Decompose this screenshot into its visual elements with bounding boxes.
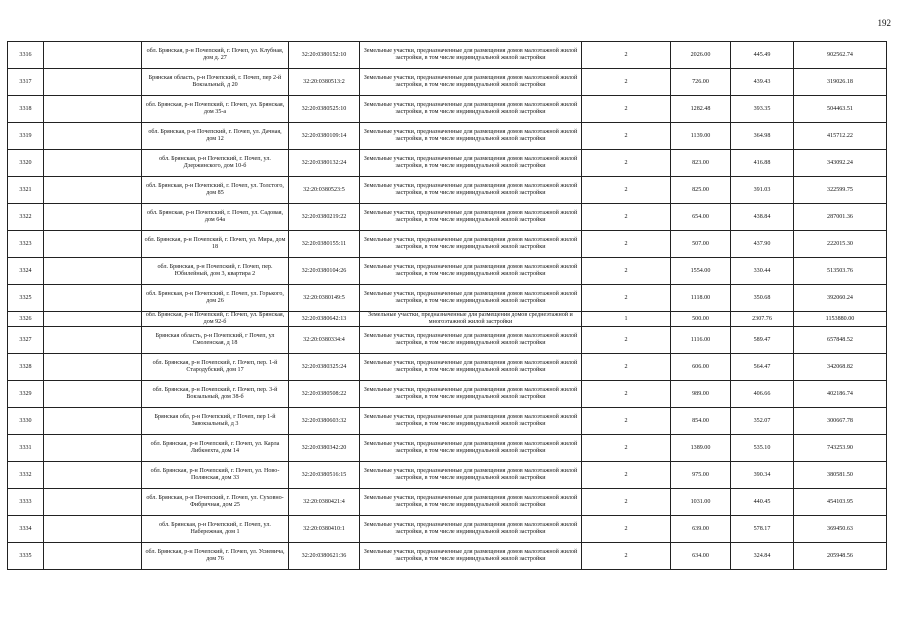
group-cell: 2 — [582, 435, 671, 462]
area-cell: 507.00 — [671, 231, 731, 258]
cadastral-value-cell: 342068.82 — [794, 354, 887, 381]
table-row — [8, 258, 887, 285]
cadastral-number-cell: 32:20:0380525:10 — [289, 96, 360, 123]
cadastral-value-cell: 205948.56 — [794, 543, 887, 570]
table-row — [8, 489, 887, 516]
row-number-cell: 3330 — [8, 408, 44, 435]
cadastral-number-cell: 32:20:0380603:32 — [289, 408, 360, 435]
group-cell: 2 — [582, 150, 671, 177]
land-use-cell: Земельные участки, предназначенные для размещения домов малоэтажной жилой застройки, в том числе индивидуальной жилой застройки — [360, 408, 582, 435]
group-cell: 1 — [582, 312, 671, 327]
group-cell: 2 — [582, 69, 671, 96]
empty-cell — [44, 435, 142, 462]
cadastral-number-cell: 32:20:0380155:11 — [289, 231, 360, 258]
specific-value-cell: 406.66 — [731, 381, 794, 408]
cadastral-number-cell: 32:20:0380152:10 — [289, 42, 360, 69]
address-cell: обл. Брянская, р-н Почепский, г. Почеп, ул. Дзержинского, дом 10-б — [142, 150, 289, 177]
land-use-cell: Земельные участки, предназначенные для размещения домов малоэтажной жилой застройки, в том числе индивидуальной жилой застройки — [360, 285, 582, 312]
address-cell: обл. Брянская, р-н Почепский, г. Почеп, ул. Карла Либкнехта, дом 14 — [142, 435, 289, 462]
address-cell: Брянская область, р-н Почепский, г. Почеп, пер 2-й Вокзальный, д 20 — [142, 69, 289, 96]
address-cell: обл. Брянская, р-н Почепский, г. Почеп, ул. Мира, дом 18 — [142, 231, 289, 258]
empty-cell — [44, 258, 142, 285]
group-cell: 2 — [582, 42, 671, 69]
cadastral-value-cell: 504463.51 — [794, 96, 887, 123]
table-row — [8, 150, 887, 177]
row-number-cell: 3324 — [8, 258, 44, 285]
address-cell: обл. Брянская, р-н Почепский, г. Почеп, ул. Толстого, дом 85 — [142, 177, 289, 204]
cadastral-number-cell: 32:20:0380621:36 — [289, 543, 360, 570]
group-cell: 2 — [582, 543, 671, 570]
table-row — [8, 42, 887, 69]
specific-value-cell: 324.84 — [731, 543, 794, 570]
land-use-cell: Земельные участки, предназначенные для размещения домов малоэтажной жилой застройки, в том числе индивидуальной жилой застройки — [360, 516, 582, 543]
row-number-cell: 3320 — [8, 150, 44, 177]
group-cell: 2 — [582, 231, 671, 258]
cadastral-value-cell: 222015.30 — [794, 231, 887, 258]
area-cell: 2026.00 — [671, 42, 731, 69]
area-cell: 1031.00 — [671, 489, 731, 516]
specific-value-cell: 391.03 — [731, 177, 794, 204]
cadastral-number-cell: 32:20:0380642:13 — [289, 312, 360, 327]
cadastral-number-cell: 32:20:0380325:24 — [289, 354, 360, 381]
area-cell: 1554.00 — [671, 258, 731, 285]
row-number-cell: 3326 — [8, 312, 44, 327]
area-cell: 639.00 — [671, 516, 731, 543]
empty-cell — [44, 231, 142, 258]
empty-cell — [44, 543, 142, 570]
address-cell: обл. Брянская, р-н Почепский, г. Почеп, ул. Суховно-Фибричная, дом 25 — [142, 489, 289, 516]
table-row — [8, 516, 887, 543]
specific-value-cell: 564.47 — [731, 354, 794, 381]
group-cell: 2 — [582, 462, 671, 489]
empty-cell — [44, 123, 142, 150]
row-number-cell: 3318 — [8, 96, 44, 123]
address-cell: обл. Брянская, р-н Почепский, г. Почеп, ул. Горького, дом 26 — [142, 285, 289, 312]
cadastral-value-cell: 380581.50 — [794, 462, 887, 489]
cadastral-value-cell: 392060.24 — [794, 285, 887, 312]
group-cell: 2 — [582, 123, 671, 150]
cadastral-value-cell: 454103.95 — [794, 489, 887, 516]
cadastral-number-cell: 32:20:0380132:24 — [289, 150, 360, 177]
cadastral-value-cell: 343092.24 — [794, 150, 887, 177]
cadastral-number-cell: 32:20:0380334:4 — [289, 327, 360, 354]
address-cell: обл. Брянская, р-н Почепский, г. Почеп, пер. 3-й Вокзальный, дом 38-б — [142, 381, 289, 408]
cadastral-registry-table — [7, 41, 887, 570]
land-use-cell: Земельные участки, предназначенные для размещения домов малоэтажной жилой застройки, в том числе индивидуальной жилой застройки — [360, 543, 582, 570]
specific-value-cell: 439.43 — [731, 69, 794, 96]
group-cell: 2 — [582, 327, 671, 354]
cadastral-value-cell: 513503.76 — [794, 258, 887, 285]
specific-value-cell: 440.45 — [731, 489, 794, 516]
empty-cell — [44, 204, 142, 231]
land-use-cell: Земельные участки, предназначенные для размещения домов малоэтажной жилой застройки, в том числе индивидуальной жилой застройки — [360, 489, 582, 516]
land-use-cell: Земельные участки, предназначенные для размещения домов малоэтажной жилой застройки, в том числе индивидуальной жилой застройки — [360, 231, 582, 258]
specific-value-cell: 2307.76 — [731, 312, 794, 327]
area-cell: 823.00 — [671, 150, 731, 177]
area-cell: 989.00 — [671, 381, 731, 408]
group-cell: 2 — [582, 408, 671, 435]
cadastral-number-cell: 32:20:0380516:15 — [289, 462, 360, 489]
empty-cell — [44, 150, 142, 177]
address-cell: обл. Брянская, р-н Почепский, г. Почеп, ул. Садовая, дом 64а — [142, 204, 289, 231]
row-number-cell: 3333 — [8, 489, 44, 516]
address-cell: обл. Брянская, р-н Почепский, г. Почеп, ул. Дачная, дом 12 — [142, 123, 289, 150]
row-number-cell: 3331 — [8, 435, 44, 462]
group-cell: 2 — [582, 258, 671, 285]
specific-value-cell: 589.47 — [731, 327, 794, 354]
specific-value-cell: 438.84 — [731, 204, 794, 231]
address-cell: обл. Брянская, р-н Почепский, г. Почеп, ул. Брянская, дом 35-а — [142, 96, 289, 123]
specific-value-cell: 393.35 — [731, 96, 794, 123]
table-row — [8, 285, 887, 312]
address-cell: обл. Брянская, р-н Почепский, г. Почеп, ул. Клубная, дом д. 27 — [142, 42, 289, 69]
empty-cell — [44, 327, 142, 354]
table-row — [8, 543, 887, 570]
address-cell: обл. Брянская, р-н Почепский, г. Почеп, ул. Усиевича, дом 76 — [142, 543, 289, 570]
table-row — [8, 435, 887, 462]
cadastral-value-cell: 322599.75 — [794, 177, 887, 204]
specific-value-cell: 330.44 — [731, 258, 794, 285]
table-body — [8, 42, 887, 570]
land-use-cell: Земельные участки, предназначенные для размещения домов среднеэтажной и многоэтажной жилой застройки — [360, 312, 582, 327]
table-row — [8, 177, 887, 204]
row-number-cell: 3322 — [8, 204, 44, 231]
cadastral-value-cell: 300667.78 — [794, 408, 887, 435]
row-number-cell: 3319 — [8, 123, 44, 150]
cadastral-value-cell: 287001.36 — [794, 204, 887, 231]
row-number-cell: 3321 — [8, 177, 44, 204]
row-number-cell: 3316 — [8, 42, 44, 69]
land-use-cell: Земельные участки, предназначенные для размещения домов малоэтажной жилой застройки, в том числе индивидуальной жилой застройки — [360, 435, 582, 462]
group-cell: 2 — [582, 381, 671, 408]
address-cell: Брянская область, р-н Почепский, г Почеп, ул Смоленская, д 18 — [142, 327, 289, 354]
cadastral-number-cell: 32:20:0380219:22 — [289, 204, 360, 231]
area-cell: 825.00 — [671, 177, 731, 204]
empty-cell — [44, 177, 142, 204]
empty-cell — [44, 69, 142, 96]
cadastral-value-cell: 415712.22 — [794, 123, 887, 150]
land-use-cell: Земельные участки, предназначенные для размещения домов малоэтажной жилой застройки, в том числе индивидуальной жилой застройки — [360, 69, 582, 96]
table-row — [8, 69, 887, 96]
address-cell: обл. Брянская, р-н Почепский, г. Почеп, пер. 1-й Стародубский, дом 17 — [142, 354, 289, 381]
land-use-cell: Земельные участки, предназначенные для размещения домов малоэтажной жилой застройки, в том числе индивидуальной жилой застройки — [360, 258, 582, 285]
row-number-cell: 3332 — [8, 462, 44, 489]
empty-cell — [44, 96, 142, 123]
empty-cell — [44, 408, 142, 435]
area-cell: 634.00 — [671, 543, 731, 570]
group-cell: 2 — [582, 204, 671, 231]
cadastral-number-cell: 32:20:0380410:1 — [289, 516, 360, 543]
area-cell: 854.00 — [671, 408, 731, 435]
land-use-cell: Земельные участки, предназначенные для размещения домов малоэтажной жилой застройки, в том числе индивидуальной жилой застройки — [360, 204, 582, 231]
area-cell: 1282.48 — [671, 96, 731, 123]
land-use-cell: Земельные участки, предназначенные для размещения домов малоэтажной жилой застройки, в том числе индивидуальной жилой застройки — [360, 42, 582, 69]
land-use-cell: Земельные участки, предназначенные для размещения домов малоэтажной жилой застройки, в том числе индивидуальной жилой застройки — [360, 96, 582, 123]
table-row — [8, 327, 887, 354]
address-cell: обл. Брянская, р-н Почепский, г. Почеп, ул. Набережная, дом 1 — [142, 516, 289, 543]
specific-value-cell: 364.98 — [731, 123, 794, 150]
row-number-cell: 3329 — [8, 381, 44, 408]
row-number-cell: 3323 — [8, 231, 44, 258]
table-row — [8, 408, 887, 435]
empty-cell — [44, 462, 142, 489]
specific-value-cell: 390.34 — [731, 462, 794, 489]
empty-cell — [44, 354, 142, 381]
empty-cell — [44, 516, 142, 543]
row-number-cell: 3334 — [8, 516, 44, 543]
empty-cell — [44, 381, 142, 408]
area-cell: 606.00 — [671, 354, 731, 381]
address-cell: обл. Брянская, р-н Почепский, г. Почеп, пер. Юбилейный, дом 3, квартира 2 — [142, 258, 289, 285]
specific-value-cell: 416.88 — [731, 150, 794, 177]
cadastral-value-cell: 743253.90 — [794, 435, 887, 462]
land-use-cell: Земельные участки, предназначенные для размещения домов малоэтажной жилой застройки, в том числе индивидуальной жилой застройки — [360, 123, 582, 150]
land-use-cell: Земельные участки, предназначенные для размещения домов малоэтажной жилой застройки, в том числе индивидуальной жилой застройки — [360, 177, 582, 204]
specific-value-cell: 437.90 — [731, 231, 794, 258]
area-cell: 500.00 — [671, 312, 731, 327]
row-number-cell: 3325 — [8, 285, 44, 312]
cadastral-value-cell: 657848.52 — [794, 327, 887, 354]
table-row — [8, 204, 887, 231]
group-cell: 2 — [582, 489, 671, 516]
specific-value-cell: 350.68 — [731, 285, 794, 312]
table-row — [8, 231, 887, 258]
table-row — [8, 96, 887, 123]
specific-value-cell: 578.17 — [731, 516, 794, 543]
cadastral-value-cell: 369450.63 — [794, 516, 887, 543]
table-row — [8, 462, 887, 489]
table-row — [8, 312, 887, 327]
area-cell: 654.00 — [671, 204, 731, 231]
area-cell: 1139.00 — [671, 123, 731, 150]
group-cell: 2 — [582, 96, 671, 123]
table-row — [8, 354, 887, 381]
row-number-cell: 3335 — [8, 543, 44, 570]
specific-value-cell: 352.07 — [731, 408, 794, 435]
cadastral-value-cell: 319026.18 — [794, 69, 887, 96]
cadastral-value-cell: 902562.74 — [794, 42, 887, 69]
cadastral-number-cell: 32:20:0380513:2 — [289, 69, 360, 96]
empty-cell — [44, 312, 142, 327]
specific-value-cell: 445.49 — [731, 42, 794, 69]
group-cell: 2 — [582, 516, 671, 543]
cadastral-number-cell: 32:20:0380342:20 — [289, 435, 360, 462]
land-use-cell: Земельные участки, предназначенные для размещения домов малоэтажной жилой застройки, в том числе индивидуальной жилой застройки — [360, 150, 582, 177]
land-use-cell: Земельные участки, предназначенные для размещения домов малоэтажной жилой застройки, в том числе индивидуальной жилой застройки — [360, 462, 582, 489]
empty-cell — [44, 285, 142, 312]
table-row — [8, 123, 887, 150]
area-cell: 1116.00 — [671, 327, 731, 354]
group-cell: 2 — [582, 285, 671, 312]
row-number-cell: 3327 — [8, 327, 44, 354]
cadastral-number-cell: 32:20:0380149:5 — [289, 285, 360, 312]
row-number-cell: 3328 — [8, 354, 44, 381]
group-cell: 2 — [582, 354, 671, 381]
cadastral-value-cell: 1153880.00 — [794, 312, 887, 327]
cadastral-number-cell: 32:20:0380104:26 — [289, 258, 360, 285]
cadastral-value-cell: 402186.74 — [794, 381, 887, 408]
table-row — [8, 381, 887, 408]
specific-value-cell: 535.10 — [731, 435, 794, 462]
address-cell: обл. Брянская, р-н Почепский, г. Почеп, ул. Брянская, дом 92-б — [142, 312, 289, 327]
land-use-cell: Земельные участки, предназначенные для размещения домов малоэтажной жилой застройки, в том числе индивидуальной жилой застройки — [360, 381, 582, 408]
address-cell: обл. Брянская, р-н Почепский, г. Почеп, ул. Ново-Полянская, дом 33 — [142, 462, 289, 489]
area-cell: 1389.00 — [671, 435, 731, 462]
area-cell: 1118.00 — [671, 285, 731, 312]
page-number: 192 — [877, 18, 891, 28]
empty-cell — [44, 42, 142, 69]
land-use-cell: Земельные участки, предназначенные для размещения домов малоэтажной жилой застройки, в том числе индивидуальной жилой застройки — [360, 354, 582, 381]
cadastral-number-cell: 32:20:0380508:22 — [289, 381, 360, 408]
cadastral-number-cell: 32:20:0380109:14 — [289, 123, 360, 150]
cadastral-number-cell: 32:20:0380421:4 — [289, 489, 360, 516]
area-cell: 975.00 — [671, 462, 731, 489]
address-cell: Брянская обл, р-н Почепский, г Почеп, пер 1-й Завокзальный, д 3 — [142, 408, 289, 435]
area-cell: 726.00 — [671, 69, 731, 96]
group-cell: 2 — [582, 177, 671, 204]
row-number-cell: 3317 — [8, 69, 44, 96]
land-use-cell: Земельные участки, предназначенные для размещения домов малоэтажной жилой застройки, в том числе индивидуальной жилой застройки — [360, 327, 582, 354]
empty-cell — [44, 489, 142, 516]
cadastral-number-cell: 32:20:0380523:5 — [289, 177, 360, 204]
